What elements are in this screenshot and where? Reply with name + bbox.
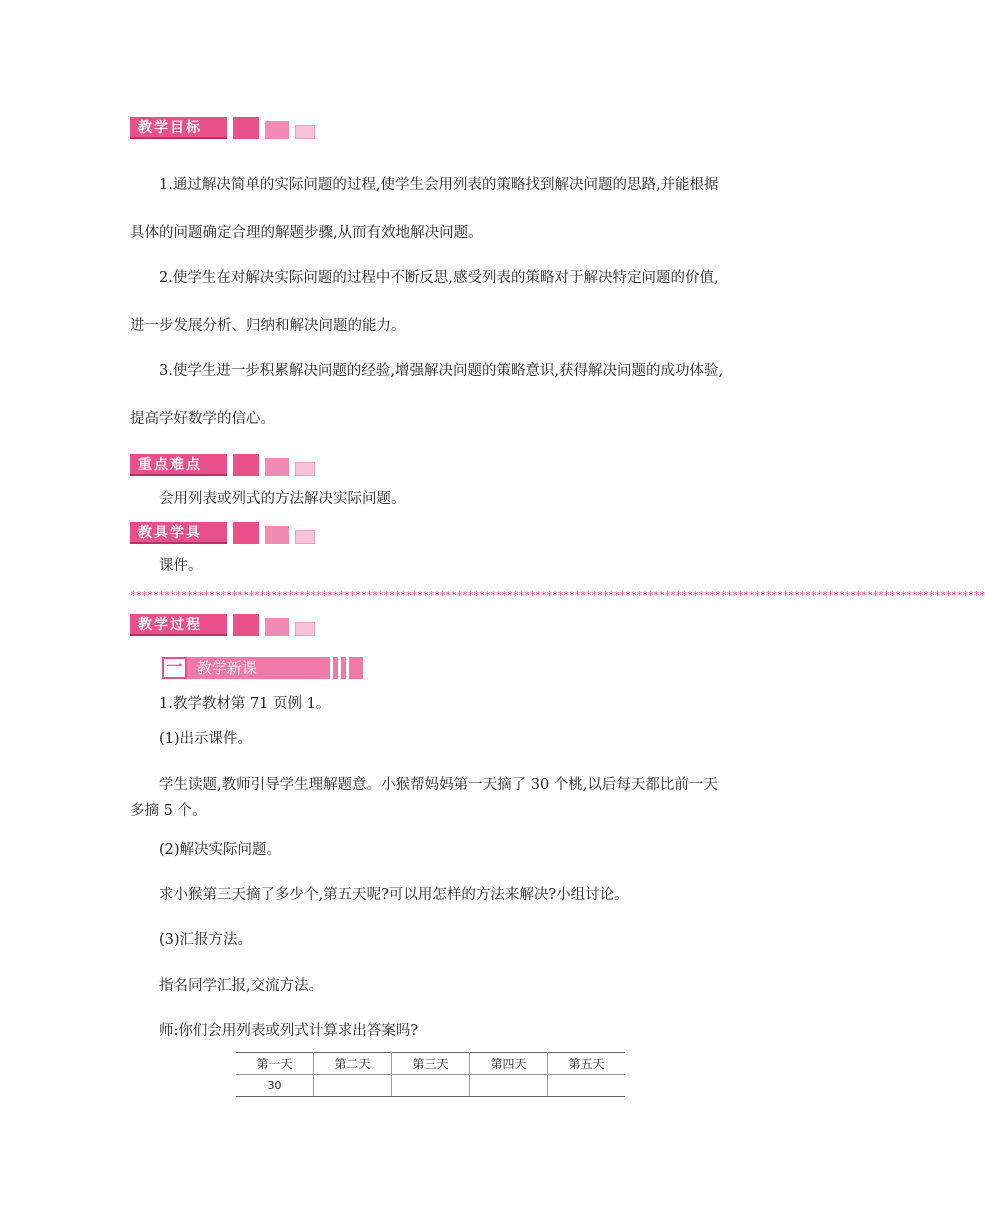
decor-square <box>233 117 259 139</box>
section-header-tools <box>130 521 315 545</box>
decor-square <box>295 530 315 544</box>
objective-3: 3.使学生进一步积累解决问题的经验,增强解决问题的策略意识,获得解决问题的成功体验,提高学好数学的信心。 <box>130 363 724 427</box>
objective-2: 2.使学生在对解决实际问题的过程中不断反思,感受列表的策略对于解决特定问题的价值,进一步发展分析、归纳和解决问题的能力。 <box>130 270 719 334</box>
table-cell: 30 <box>236 1075 314 1097</box>
section-header-process <box>130 613 315 637</box>
subsection-header <box>162 657 363 679</box>
section-label: 重点难点 <box>130 454 227 476</box>
decor-square <box>265 618 289 636</box>
subsection-title: 教学新课 <box>187 657 325 679</box>
section-label: 教学目标 <box>130 117 227 139</box>
process-line-2: (1)出示课件。 <box>159 731 253 747</box>
process-line-1: 1.教学教材第 71 页例 1。 <box>159 696 331 712</box>
process-line-7: 指名同学汇报,交流方法。 <box>159 978 324 994</box>
section-header-key-points <box>130 453 315 477</box>
decor-square <box>233 614 259 636</box>
decor-square <box>265 526 289 544</box>
tools-text: 课件。 <box>159 558 203 574</box>
objective-1: 1.通过解决简单的实际问题的过程,使学生会用列表的策略找到解决问题的思路,并能根据具体的问题确定合理的解题步骤,从而有效地解决问题。 <box>130 177 719 241</box>
process-line-4: (2)解决实际问题。 <box>159 842 282 858</box>
decor-square <box>265 458 289 476</box>
decor-square <box>265 121 289 139</box>
decor-square <box>295 622 315 636</box>
table-header-cell: 第一天 <box>236 1053 314 1075</box>
decor-square <box>295 125 315 139</box>
decor-bars <box>325 657 363 679</box>
process-line-8: 师:你们会用列表或列式计算求出答案吗? <box>159 1023 419 1039</box>
process-line-5: 求小猴第三天摘了多少个,第五天呢?可以用怎样的方法来解决?小组讨论。 <box>159 887 629 903</box>
subsection-number: 一 <box>162 657 187 679</box>
decor-square <box>233 522 259 544</box>
key-points-text: 会用列表或列式的方法解决实际问题。 <box>159 491 406 507</box>
process-line-3: 学生读题,教师引导学生理解题意。小猴帮妈妈第一天摘了 30 个桃,以后每天都比前一天多摘 5 个。 <box>130 777 718 819</box>
section-label: 教具学具 <box>130 522 227 544</box>
table-cell <box>470 1075 548 1097</box>
table-cell <box>392 1075 470 1097</box>
table-cell <box>548 1075 626 1097</box>
decor-square <box>295 462 315 476</box>
decor-square <box>233 454 259 476</box>
table-header-cell: 第五天 <box>548 1053 626 1075</box>
section-header-objectives <box>130 116 315 140</box>
dotted-divider: ******************************************************************************************************************************************************** <box>130 589 985 602</box>
process-line-6: (3)汇报方法。 <box>159 932 253 948</box>
table-header-cell: 第四天 <box>470 1053 548 1075</box>
peach-table <box>236 1052 625 1097</box>
table-header-row <box>236 1053 625 1075</box>
table-header-cell: 第三天 <box>392 1053 470 1075</box>
table-row <box>236 1075 625 1097</box>
table-header-cell: 第二天 <box>314 1053 392 1075</box>
table-cell <box>314 1075 392 1097</box>
section-label: 教学过程 <box>130 614 227 636</box>
